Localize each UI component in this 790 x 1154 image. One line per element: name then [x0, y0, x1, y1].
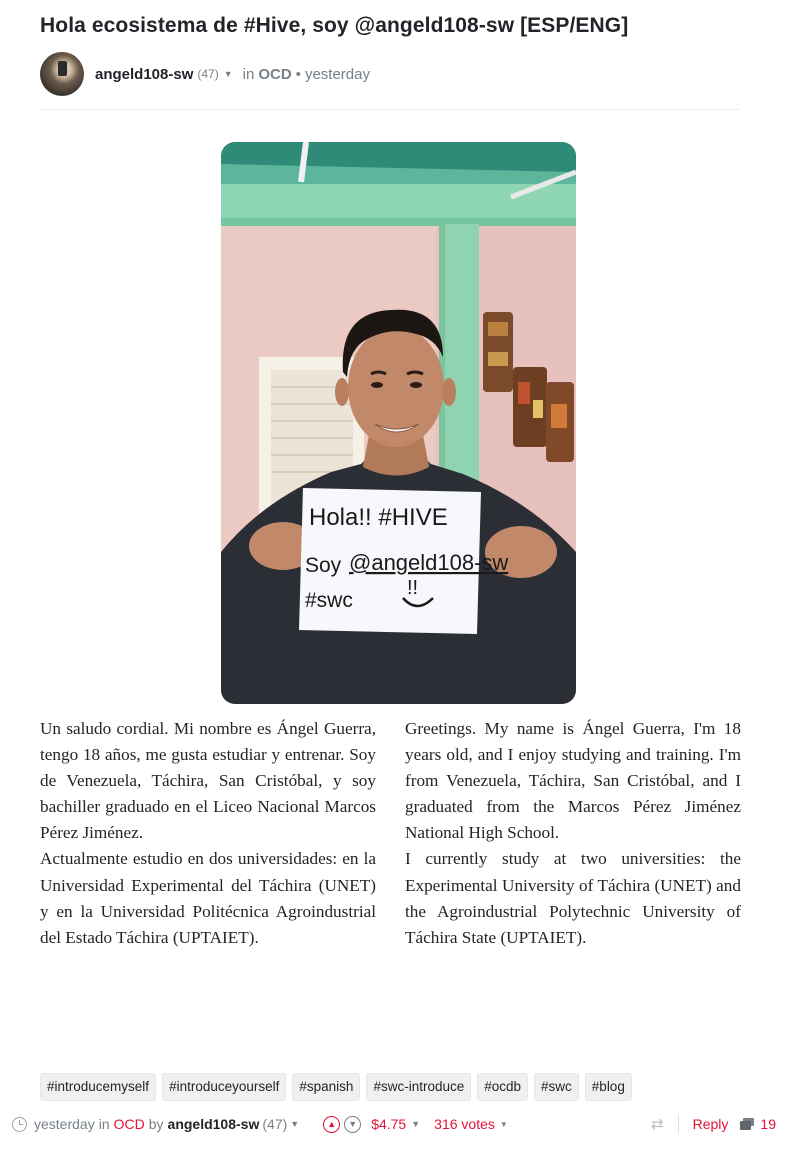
sign-text-line3: #swc	[305, 589, 353, 612]
reply-button[interactable]: Reply	[692, 1116, 729, 1132]
comments-icon[interactable]	[740, 1118, 754, 1131]
sign-text-line2-handle: @angeld108-sw	[349, 550, 509, 575]
post-body-english	[405, 716, 741, 951]
payout-value[interactable]: $4.75	[371, 1116, 407, 1132]
author-link[interactable]: angeld108-sw	[95, 65, 194, 83]
tag-spanish[interactable]: #spanish	[292, 1073, 360, 1101]
post-title: Hola ecosistema de #Hive, soy @angeld108-sw [ESP/ENG]	[40, 14, 629, 37]
tag-introduceyourself[interactable]: #introduceyourself	[162, 1073, 286, 1101]
spanish-paragraph: Actualmente estudio en dos universidades: en la Universidad Experimental del Táchira (UNET) y en la Universidad Politécnica Agroindustrial del Estado Táchira (UPTAIET).	[40, 849, 376, 947]
spanish-paragraph: Un saludo cordial. Mi nombre es Ángel Guerra, tengo 18 años, me gusta estudiar y entrenar. Soy de Venezuela, Táchira, San Cristóbal, y soy bachiller graduado en el Liceo Nacional Marcos Pérez Jiménez.	[40, 719, 376, 843]
in-label: in	[242, 65, 255, 83]
author-meta	[95, 66, 370, 83]
sign-text-line1: Hola!! #HIVE	[309, 504, 448, 531]
reblog-icon[interactable]: ⇄	[651, 1116, 664, 1133]
tag-ocdb[interactable]: #ocdb	[477, 1073, 528, 1101]
post-time: yesterday	[304, 65, 370, 83]
author-row	[40, 52, 740, 96]
sign-smile-eyes: !!	[407, 577, 419, 599]
post-photo	[221, 142, 576, 704]
footer-author-reputation: (47)	[262, 1116, 288, 1132]
footer-separator	[678, 1115, 679, 1133]
footer-author-chevron-down-icon[interactable]: ▼	[290, 1119, 300, 1129]
footer-author-link[interactable]: angeld108-sw	[167, 1116, 260, 1132]
english-paragraph: Greetings. My name is Ángel Guerra, I'm 18 years old, and I enjoy studying and training. I'm from Venezuela, Táchira, San Cristóbal, and I graduated from the Marcos Pérez Jiménez National High School.	[405, 719, 741, 843]
author-menu-chevron-down-icon[interactable]: ▼	[223, 69, 233, 79]
sign-text-line2-prefix: Soy	[305, 554, 342, 577]
avatar[interactable]	[40, 52, 84, 96]
tag-blog[interactable]: #blog	[585, 1073, 632, 1101]
tag-list	[40, 1073, 632, 1101]
footer-community-link[interactable]: OCD	[113, 1116, 145, 1132]
footer-in-label: in	[98, 1116, 110, 1132]
tag-introducemyself[interactable]: #introducemyself	[40, 1073, 156, 1101]
english-paragraph: I currently study at two universities: the Experimental University of Táchira (UNET) and the Agroindustrial Polytechnic University of Táchira State (UPTAIET).	[405, 849, 741, 947]
votes-chevron-down-icon[interactable]: ▼	[499, 1119, 508, 1129]
clock-icon	[12, 1117, 27, 1132]
bullet-separator: •	[295, 65, 301, 83]
upvote-chevron-up-icon[interactable]: ▲	[323, 1116, 340, 1133]
post-body-spanish	[40, 716, 376, 951]
comments-count[interactable]: 19	[760, 1116, 776, 1132]
votes-count[interactable]: 316 votes	[434, 1116, 495, 1132]
tag-swc-introduce[interactable]: #swc-introduce	[366, 1073, 471, 1101]
payout-chevron-down-icon[interactable]: ▼	[411, 1119, 421, 1129]
author-reputation: (47)	[197, 67, 219, 81]
tag-swc[interactable]: #swc	[534, 1073, 579, 1101]
downvote-chevron-down-icon[interactable]: ▼	[344, 1116, 361, 1133]
footer-time: yesterday	[34, 1116, 95, 1132]
footer-by-label: by	[148, 1116, 164, 1132]
header-divider	[40, 109, 740, 110]
post-footer	[12, 1112, 776, 1136]
community-link[interactable]: OCD	[258, 65, 292, 83]
